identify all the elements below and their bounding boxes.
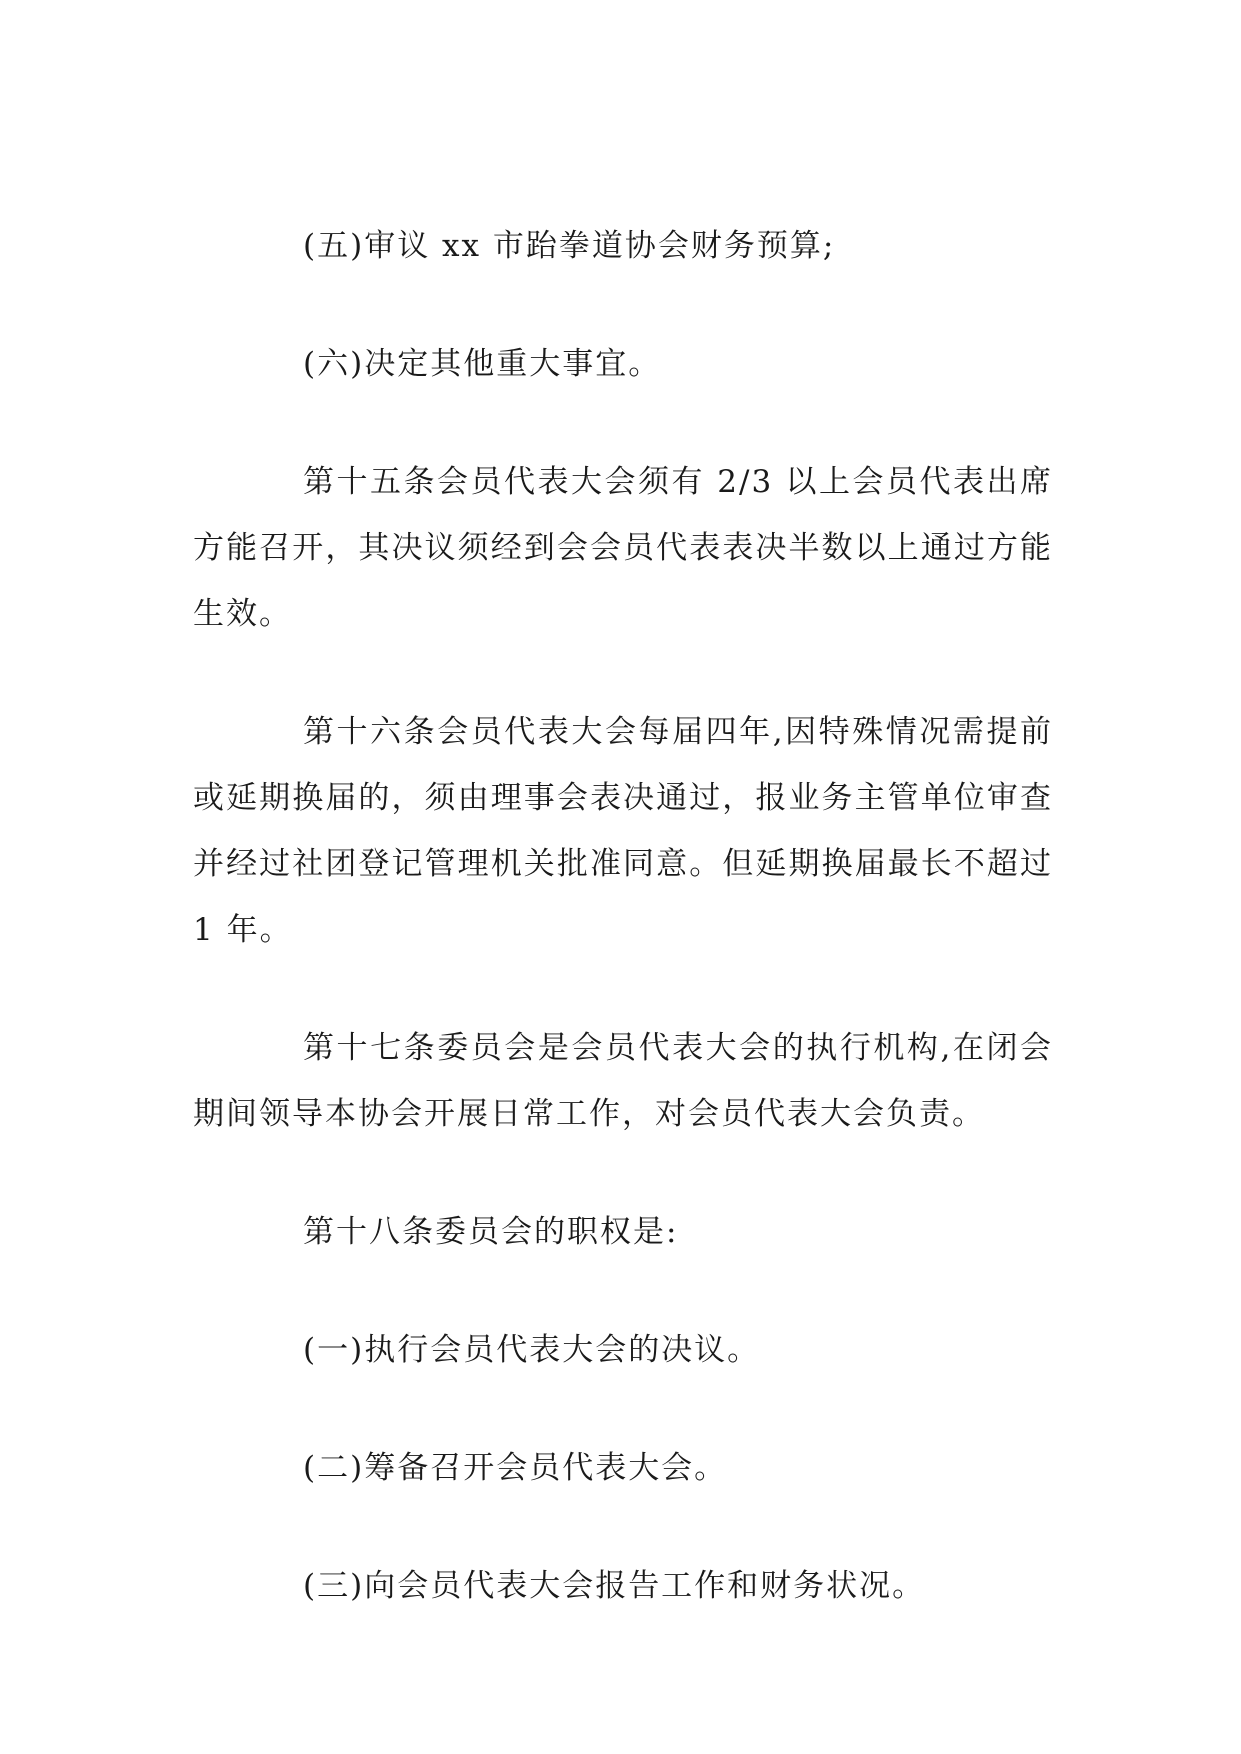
document-body [193,213,1053,1671]
duty-item-2: (二)筹备召开会员代表大会。 [303,1450,728,1486]
clause-item-5: (五)审议 xx 市跆拳道协会财务预算; [303,228,836,264]
article-18: 第十八条委员会的职权是: [303,1214,679,1250]
duty-item-1: (一)执行会员代表大会的决议。 [303,1332,761,1368]
clause-item-6: (六)决定其他重大事宜。 [303,346,662,382]
duty-item-3: (三)向会员代表大会报告工作和财务状况。 [303,1568,926,1604]
article-15: 第十五条会员代表大会须有 2/3 以上会员代表出席方能召开，其决议须经到会会员代表表决半数以上通过方能生效。 [193,464,1053,632]
article-16: 第十六条会员代表大会每届四年,因特殊情况需提前或延期换届的，须由理事会表决通过，报业务主管单位审查并经过社团登记管理机关批准同意。但延期换届最长不超过 1 年。 [193,714,1053,948]
article-17: 第十七条委员会是会员代表大会的执行机构,在闭会期间领导本协会开展日常工作，对会员代表大会负责。 [193,1030,1053,1132]
